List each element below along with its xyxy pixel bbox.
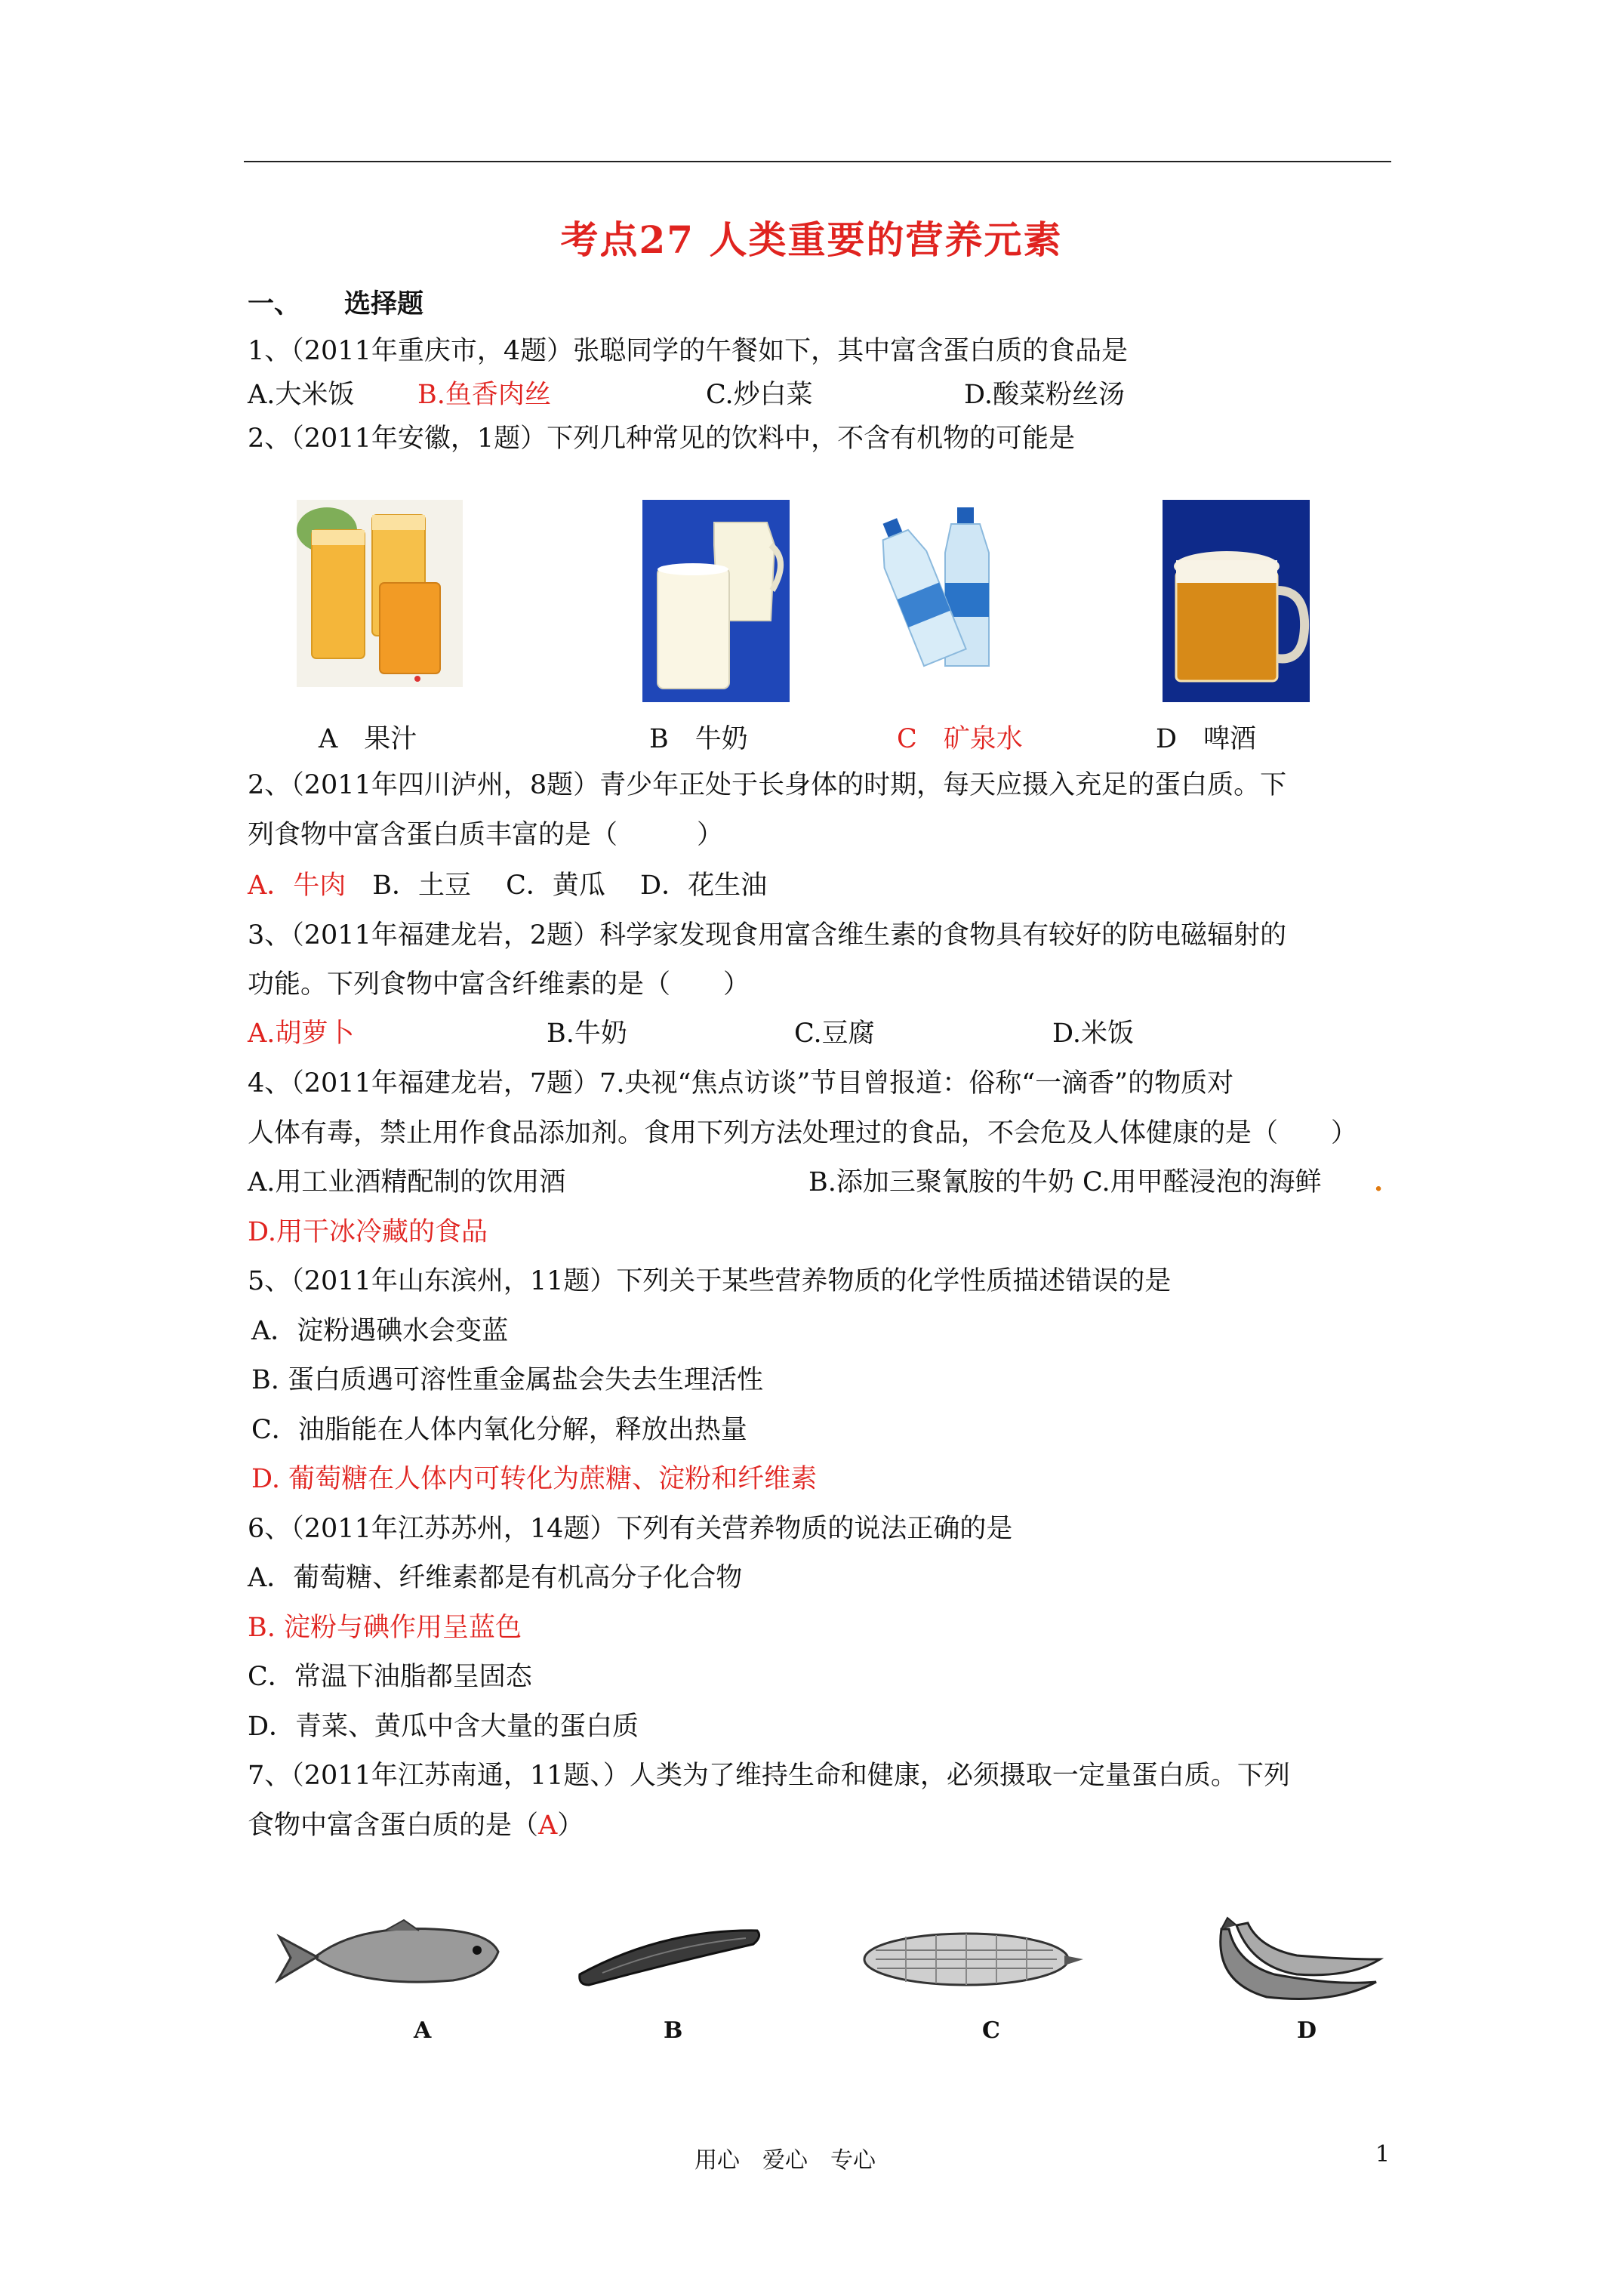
question-7-stem-line1: 7、（2011年江苏南通，11题、）人类为了维持生命和健康，必须摄取一定量蛋白质。下列 bbox=[248, 1761, 1290, 1791]
cucumber-image bbox=[572, 1922, 765, 1989]
question-2b-stem-line2: 列食物中富含蛋白质丰富的是（ ） bbox=[248, 820, 724, 850]
question-2b-stem-line1: 2、（2011年四川泸州，8题）青少年正处于长身体的时期，每天应摄入充足的蛋白质。下 bbox=[248, 770, 1287, 800]
q4-option-a: A.用工业酒精配制的饮用酒 bbox=[248, 1167, 566, 1197]
q1-option-d: D.酸菜粉丝汤 bbox=[964, 380, 1125, 410]
banana-image bbox=[1206, 1914, 1387, 2012]
header-rule bbox=[244, 161, 1391, 162]
q1-option-c: C.炒白菜 bbox=[706, 380, 813, 410]
section-label: 选择题 bbox=[344, 288, 424, 319]
q2a-option-a: A 果汁 bbox=[319, 724, 417, 754]
corn-image bbox=[861, 1929, 1087, 1989]
q7-label-c: C bbox=[982, 2017, 1000, 2044]
question-6-stem: 6、（2011年江苏苏州，14题）下列有关营养物质的说法正确的是 bbox=[248, 1514, 1013, 1544]
footer-motto: 用心 爱心 专心 bbox=[694, 2147, 876, 2174]
q1-option-b: B.鱼香肉丝 bbox=[417, 380, 551, 410]
q6-option-d: D．青菜、黄瓜中含大量的蛋白质 bbox=[248, 1712, 639, 1742]
q4-dot: . bbox=[1374, 1166, 1384, 1197]
q2a-option-b: B 牛奶 bbox=[649, 724, 748, 754]
q3-option-d: D.米饭 bbox=[1052, 1019, 1134, 1049]
question-3-stem-line1: 3、（2011年福建龙岩，2题）科学家发现食用富含维生素的食物具有较好的防电磁辐射的 bbox=[248, 920, 1287, 951]
q2b-other-options: B．土豆 C．黄瓜 D．花生油 bbox=[346, 871, 768, 901]
q7-answer: A bbox=[538, 1811, 558, 1841]
q3-option-c: C.豆腐 bbox=[794, 1019, 875, 1049]
question-4-stem-line1: 4、（2011年福建龙岩，7题）7.央视“焦点访谈”节目曾报道：俗称“一滴香”的物质对 bbox=[248, 1068, 1234, 1099]
q2a-option-c: C 矿泉水 bbox=[897, 724, 1023, 754]
q2a-option-d: D 啤酒 bbox=[1156, 724, 1257, 754]
q6-option-b: B. 淀粉与碘作用呈蓝色 bbox=[248, 1613, 522, 1643]
q7-label-a: A bbox=[414, 2017, 432, 2044]
q3-option-a: A.胡萝卜 bbox=[248, 1019, 355, 1049]
fish-image bbox=[272, 1914, 506, 1997]
q5-option-a: A．淀粉遇碘水会变蓝 bbox=[251, 1316, 509, 1346]
q7-close-paren: ） bbox=[557, 1811, 584, 1841]
q4-option-d: D.用干冰冷藏的食品 bbox=[248, 1217, 488, 1247]
beer-image bbox=[1163, 500, 1310, 702]
q3-option-b: B.牛奶 bbox=[547, 1019, 627, 1049]
q5-option-d: D. 葡萄糖在人体内可转化为蔗糖、淀粉和纤维素 bbox=[251, 1464, 818, 1494]
q2b-answer: A．牛肉 bbox=[248, 871, 346, 901]
question-7-stem-line2: 食物中富含蛋白质的是（ bbox=[248, 1811, 539, 1841]
question-2a-stem: 2、（2011年安徽，1题）下列几种常见的饮料中，不含有机物的可能是 bbox=[248, 424, 1076, 454]
q7-label-d: D bbox=[1297, 2017, 1317, 2044]
q7-label-b: B bbox=[664, 2017, 683, 2044]
page-number: 1 bbox=[1375, 2141, 1390, 2168]
juice-image bbox=[297, 500, 463, 687]
question-1-stem: 1、（2011年重庆市，4题）张聪同学的午餐如下，其中富含蛋白质的食品是 bbox=[248, 336, 1129, 366]
q6-option-a: A．葡萄糖、纤维素都是有机高分子化合物 bbox=[248, 1563, 743, 1593]
question-4-stem-line2: 人体有毒，禁止用作食品添加剂。食用下列方法处理过的食品，不会危及人体健康的是（ ） bbox=[248, 1118, 1358, 1148]
q5-option-b: B. 蛋白质遇可溶性重金属盐会失去生理活性 bbox=[251, 1365, 763, 1395]
q1-option-a: A.大米饭 bbox=[248, 380, 355, 410]
mineral-water-image bbox=[876, 507, 1030, 673]
section-number: 一、 bbox=[248, 288, 301, 319]
q5-option-c: C．油脂能在人体内氧化分解，释放出热量 bbox=[251, 1415, 747, 1445]
q4-option-bc: B.添加三聚氰胺的牛奶 C.用甲醛浸泡的海鲜 bbox=[808, 1167, 1322, 1197]
question-5-stem: 5、（2011年山东滨州，11题）下列关于某些营养物质的化学性质描述错误的是 bbox=[248, 1266, 1172, 1296]
milk-image bbox=[642, 500, 790, 702]
page-title: 考点27 人类重要的营养元素 bbox=[560, 217, 1063, 262]
question-3-stem-line2: 功能。下列食物中富含纤维素的是（ ） bbox=[248, 969, 750, 1000]
q6-option-c: C．常温下油脂都呈固态 bbox=[248, 1662, 532, 1692]
